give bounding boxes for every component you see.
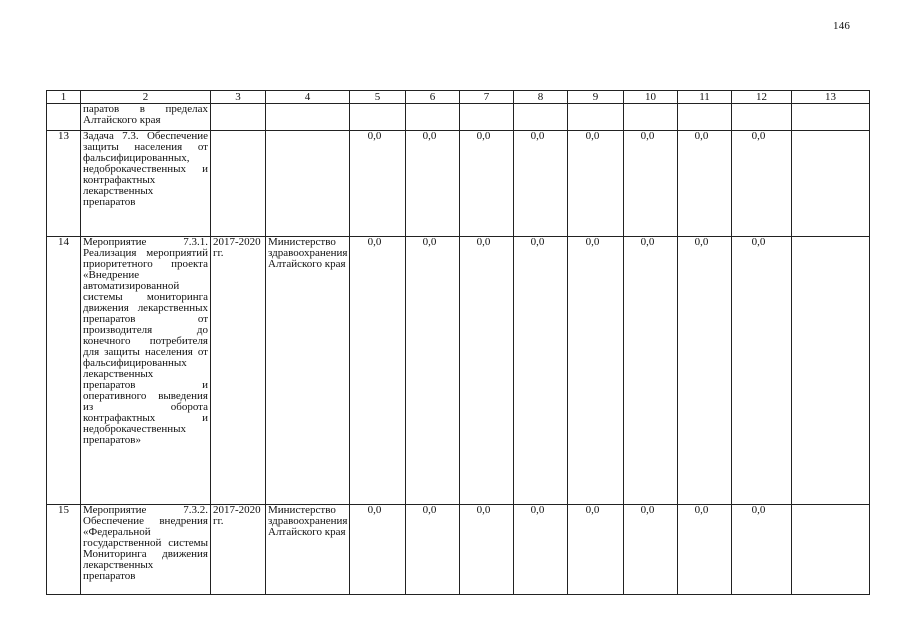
header-cell: 7 — [460, 91, 514, 104]
table-row — [47, 505, 870, 595]
value-cell: 0,0 — [514, 505, 568, 595]
value-cell: 0,0 — [678, 237, 732, 505]
value-cell — [406, 104, 460, 131]
row-period: 2017-2020 гг. — [211, 505, 266, 595]
value-cell: 0,0 — [460, 237, 514, 505]
value-cell: 0,0 — [568, 131, 624, 237]
header-cell: 2 — [81, 91, 211, 104]
value-cell: 0,0 — [460, 131, 514, 237]
header-cell: 5 — [350, 91, 406, 104]
row-col13 — [792, 505, 870, 595]
row-executor: Министерство здравоохранения Алтайского края — [266, 505, 350, 595]
value-cell: 0,0 — [514, 131, 568, 237]
value-cell — [624, 104, 678, 131]
row-number: 14 — [47, 237, 81, 505]
program-table — [46, 90, 870, 595]
header-cell: 8 — [514, 91, 568, 104]
value-cell — [568, 104, 624, 131]
row-col13 — [792, 237, 870, 505]
row-period — [211, 104, 266, 131]
value-cell: 0,0 — [624, 237, 678, 505]
header-cell: 1 — [47, 91, 81, 104]
page-number: 146 — [833, 20, 851, 32]
row-col13 — [792, 131, 870, 237]
value-cell: 0,0 — [678, 131, 732, 237]
row-number: 13 — [47, 131, 81, 237]
row-number — [47, 104, 81, 131]
header-cell: 9 — [568, 91, 624, 104]
row-period — [211, 131, 266, 237]
value-cell: 0,0 — [732, 237, 792, 505]
row-executor — [266, 131, 350, 237]
value-cell — [678, 104, 732, 131]
value-cell: 0,0 — [678, 505, 732, 595]
value-cell — [350, 104, 406, 131]
value-cell: 0,0 — [406, 131, 460, 237]
value-cell: 0,0 — [624, 131, 678, 237]
value-cell — [514, 104, 568, 131]
value-cell: 0,0 — [732, 131, 792, 237]
row-executor: Министерство здравоохранения Алтайского края — [266, 237, 350, 505]
value-cell: 0,0 — [460, 505, 514, 595]
value-cell — [460, 104, 514, 131]
value-cell: 0,0 — [514, 237, 568, 505]
row-description: Мероприятие 7.3.2. Обеспечение внедрения «Федеральной государственной системы Мониторинга движения лекарственных препаратов — [81, 505, 211, 595]
value-cell: 0,0 — [568, 237, 624, 505]
row-description: Мероприятие 7.3.1. Реализация мероприятий приоритетного проекта «Внедрение автоматизированной системы мониторинга движения лекарственных препаратов от производителя до конечного потребителя для защиты населения от фальсифицированных лекарственных препаратов и оперативного выведения из оборота контрафактных и недоброкачественных препаратов» — [81, 237, 211, 505]
row-col13 — [792, 104, 870, 131]
value-cell: 0,0 — [624, 505, 678, 595]
table-row — [47, 131, 870, 237]
table-row — [47, 104, 870, 131]
header-cell: 11 — [678, 91, 732, 104]
row-description: Задача 7.3. Обеспечение защиты населения от фальсифицированных, недоброкачественных и контрафактных лекарственных препаратов — [81, 131, 211, 237]
row-description: паратов в пределах Алтайского края — [81, 104, 211, 131]
value-cell: 0,0 — [350, 131, 406, 237]
header-cell: 12 — [732, 91, 792, 104]
value-cell — [732, 104, 792, 131]
header-cell: 6 — [406, 91, 460, 104]
row-executor — [266, 104, 350, 131]
value-cell: 0,0 — [350, 237, 406, 505]
row-period: 2017-2020 гг. — [211, 237, 266, 505]
header-cell: 13 — [792, 91, 870, 104]
value-cell: 0,0 — [350, 505, 406, 595]
header-cell: 10 — [624, 91, 678, 104]
value-cell: 0,0 — [732, 505, 792, 595]
header-cell: 4 — [266, 91, 350, 104]
value-cell: 0,0 — [406, 505, 460, 595]
value-cell: 0,0 — [406, 237, 460, 505]
header-row — [47, 91, 870, 104]
value-cell: 0,0 — [568, 505, 624, 595]
row-number: 15 — [47, 505, 81, 595]
table-row — [47, 237, 870, 505]
header-cell: 3 — [211, 91, 266, 104]
